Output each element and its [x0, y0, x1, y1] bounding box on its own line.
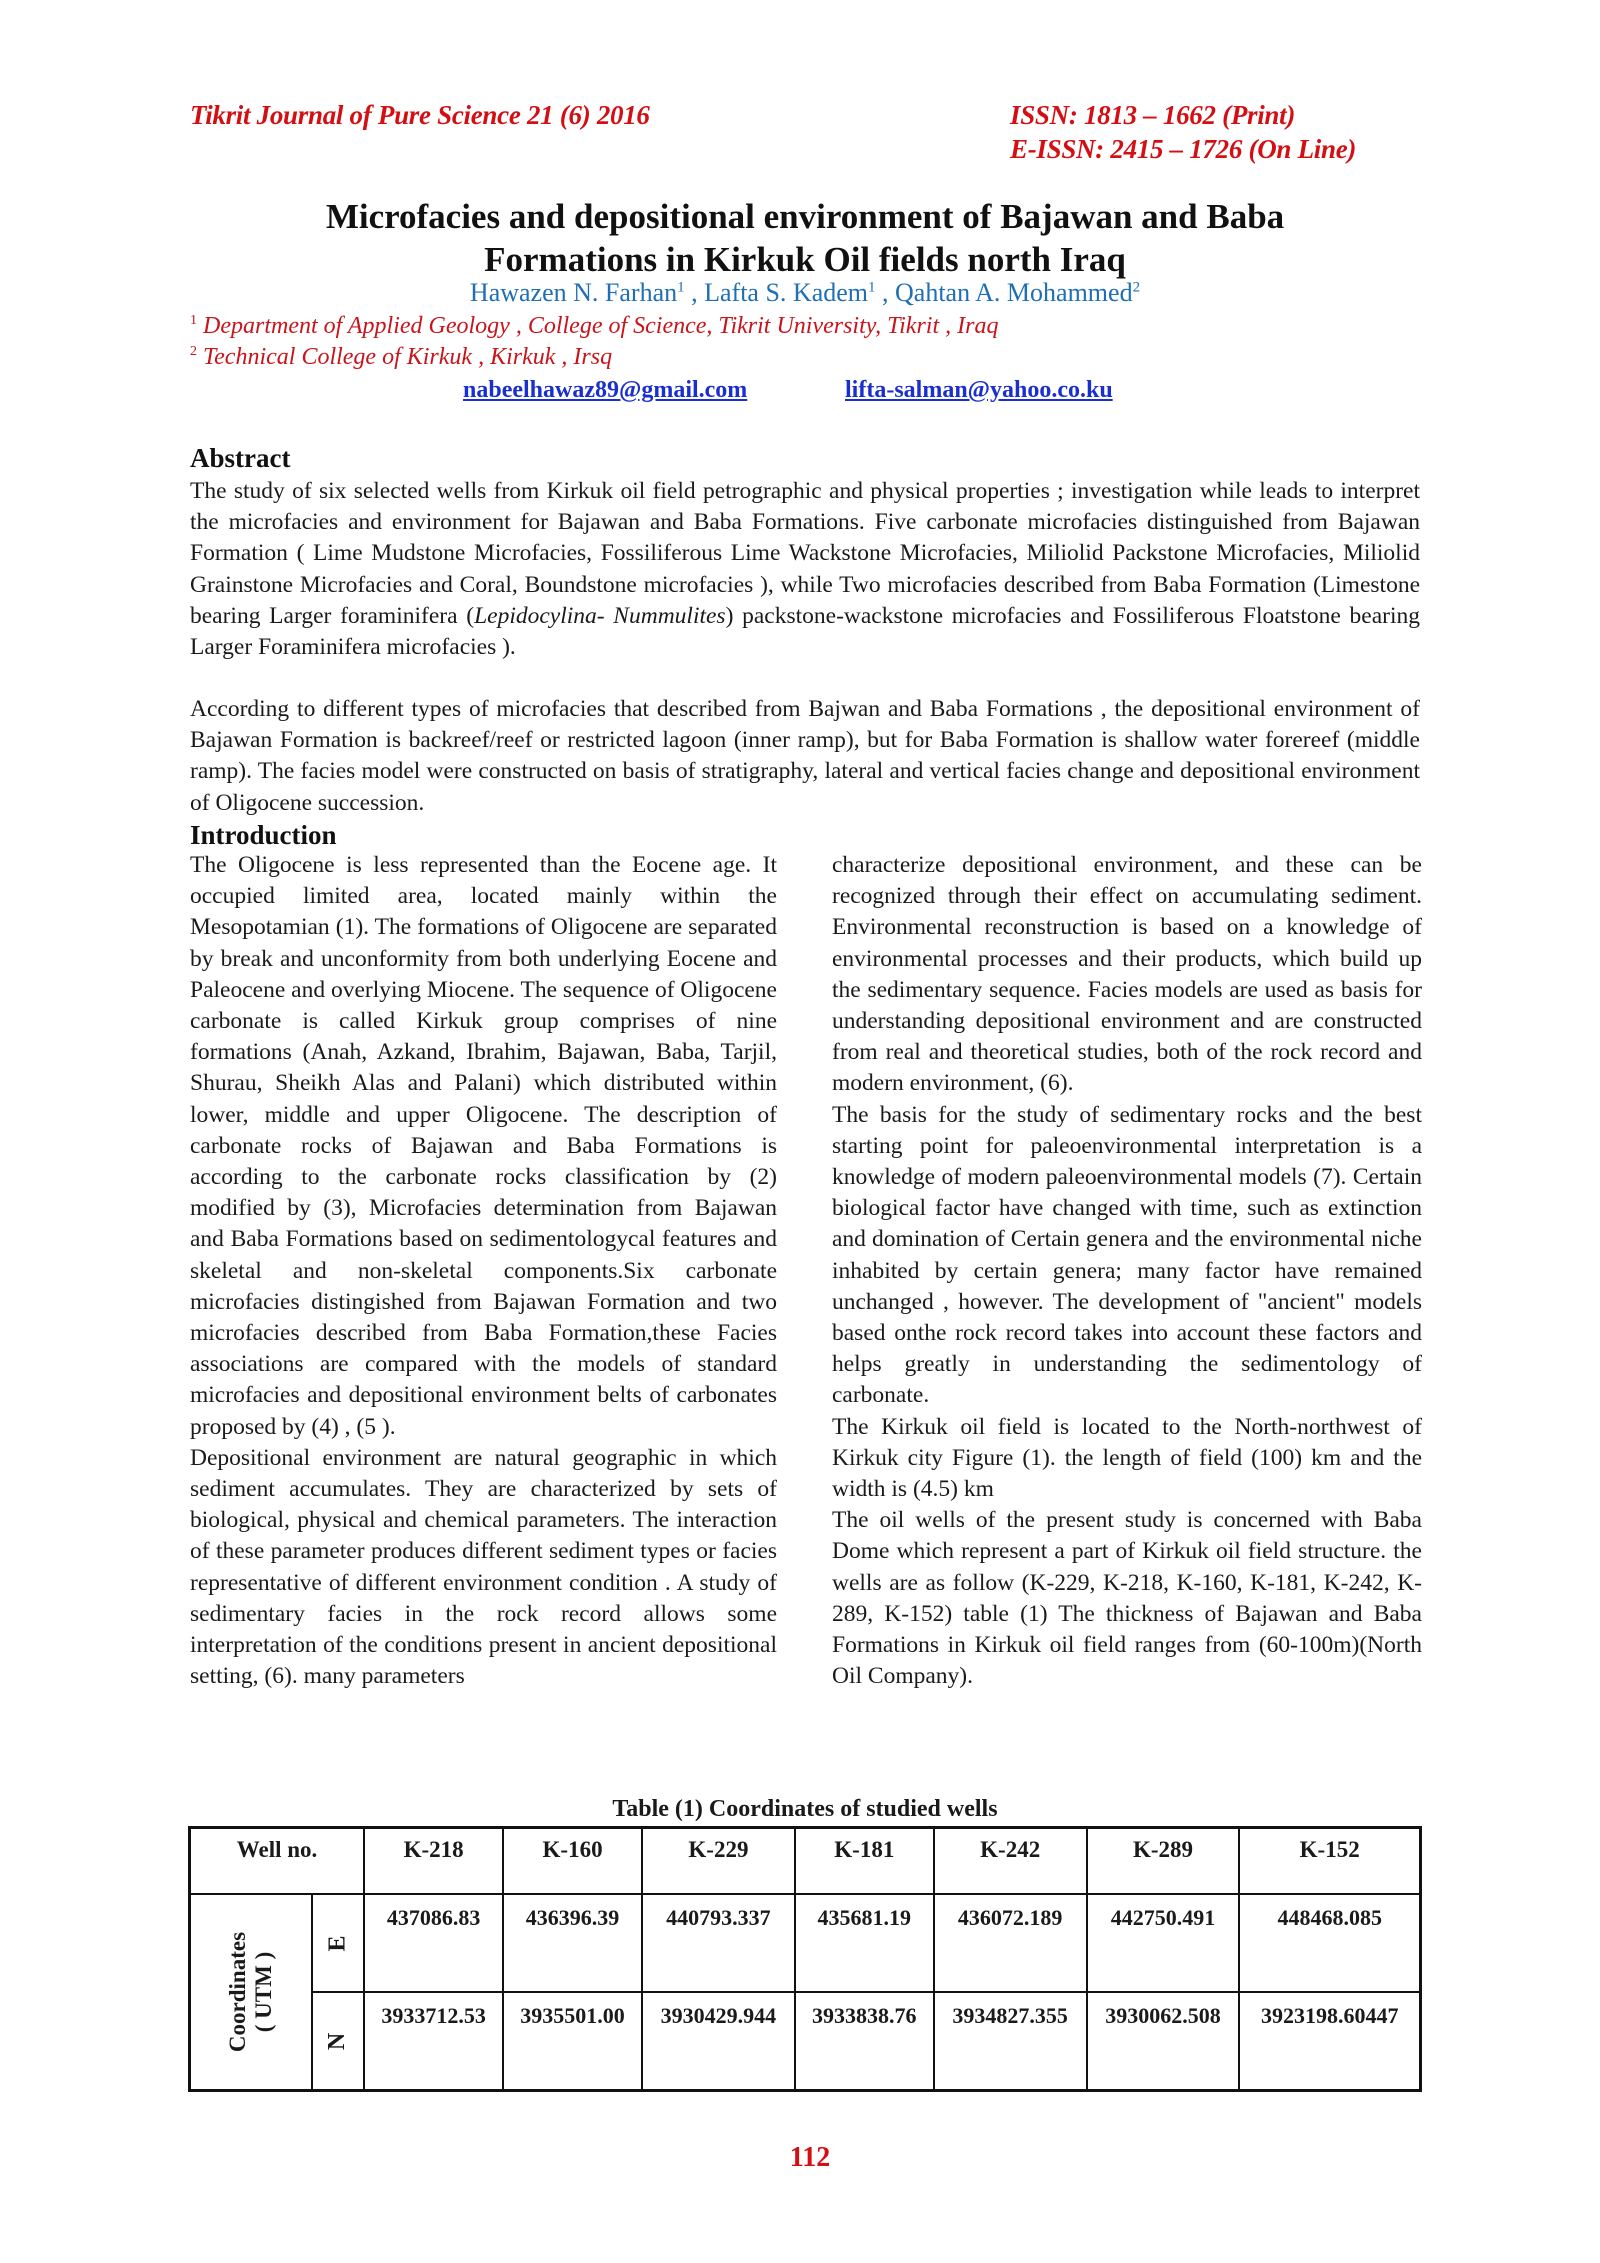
author-affil-mark: 1 [868, 279, 876, 296]
affiliation-mark: 2 [190, 344, 197, 359]
page-number: 112 [789, 2142, 831, 2173]
table-cell: 435681.19 [795, 1894, 934, 1992]
intro-right-column [832, 850, 1422, 1692]
email-link[interactable]: nabeelhawaz89@gmail.com [463, 377, 748, 403]
axis-label-text: E [324, 1934, 351, 1952]
table-cell: 440793.337 [642, 1894, 795, 1992]
table-cell: 436072.189 [934, 1894, 1087, 1992]
intro-paragraph: The oil wells of the present study is concerned with Baba Dome which represent a part of Kirkuk oil field structure. the wells are as follow (K-229, K-218, K-160, K-181, K-242, K-289, K-152) table (1) The thickness of Bajawan and Baba Formations in Kirkuk oil field ranges from (60-100m)(North Oil Company). [832, 1507, 1422, 1690]
intro-paragraph: The Oligocene is less represented than the Eocene age. It occupied limited area, located mainly within the Mesopotamian (1). The formations of Oligocene are separated by break and unconformity from both underlying Eocene and Paleocene and overlying Miocene. The sequence of Oligocene carbonate is called Kirkuk group comprises of nine formations (Anah, Azkand, Ibrahim, Bajawan, Baba, Tarjil, Shurau, Sheikh Alas and Palani) which distributed within lower, middle and upper Oligocene. The description of carbonate rocks of Bajawan and Baba Formations is according to the carbonate rocks classification by (2) modified by (3), Microfacies determination from Bajawan and Baba Formations based on sedimentologycal features and skeletal and non-skeletal components.Six carbonate microfacies distingished from Bajawan Formation and two microfacies described from Baba Formation,these Facies associations are compared with the models of standard microfacies and depositional environment belts of carbonates proposed by (4) , (5 ). [190, 852, 777, 1440]
abstract-paragraph-1 [190, 476, 1420, 663]
table-cell: 437086.83 [364, 1894, 503, 1992]
table-cell: 3930429.944 [642, 1992, 795, 2091]
author-affil-mark: 1 [677, 279, 685, 296]
abstract-text: ) packstone-wackstone microfacies and Fossiliferous Floatstone bearing Larger Foraminifera microfacies ). [190, 602, 1420, 661]
email-link[interactable]: lifta-salman@yahoo.co.ku [845, 377, 1113, 403]
intro-paragraph: The basis for the study of sedimentary rocks and the best starting point for paleoenvironmental interpretation is a knowledge of modern paleoenvironmental models (7). Certain biological factor have changed with time, such as extinction and domination of Certain genera and the environmental niche inhabited by certain genera; many factor have remained unchanged , however. The development of "ancient" models based onthe rock record takes into account these factors and helps greatly in understanding the sedimentology of carbonate. [832, 1101, 1422, 1409]
well-header: K-289 [1087, 1828, 1240, 1895]
table-cell: 436396.39 [503, 1894, 642, 1992]
table-cell: 3935501.00 [503, 1992, 642, 2091]
well-header: K-229 [642, 1828, 795, 1895]
table-cell: 442750.491 [1087, 1894, 1240, 1992]
axis-label-e [312, 1894, 364, 1992]
wells-coordinates-table [188, 1826, 1422, 2092]
author: Qahtan A. Mohammed [895, 278, 1133, 307]
author-separator: , [875, 278, 895, 307]
affiliation-text: Department of Applied Geology , College of Science, Tikrit University, Tikrit , Iraq [197, 313, 999, 339]
paper-title [180, 195, 1430, 281]
well-header: K-152 [1239, 1828, 1420, 1895]
coordinates-group-label [190, 1894, 313, 2091]
table-cell: 448468.085 [1239, 1894, 1420, 1992]
title-line-1: Microfacies and depositional environment of Bajawan and Baba [325, 197, 1285, 236]
table-cell: 3923198.60447 [1239, 1992, 1420, 2091]
table-header-row [190, 1828, 1421, 1895]
well-header: K-218 [364, 1828, 503, 1895]
affiliation-mark: 1 [190, 313, 197, 328]
abstract-paragraph-2: According to different types of microfacies that described from Bajwan and Baba Formations , the depositional environment of Bajawan Formation is backreef/reef or restricted lagoon (inner ramp), but for Baba Formation is shallow water forereef (middle ramp). The facies model were constructed on basis of stratigraphy, lateral and vertical facies change and depositional environment of Oligocene succession. [190, 696, 1420, 816]
coordinates-label-line-2: ( UTM ) [251, 1951, 277, 2033]
affiliation-text: Technical College of Kirkuk , Kirkuk , Irsq [197, 344, 613, 370]
table-cell: 3934827.355 [934, 1992, 1087, 2091]
coordinates-label [225, 1932, 277, 2052]
table-row-northing [190, 1992, 1421, 2091]
abstract-heading: Abstract [190, 443, 291, 473]
affiliation-2 [190, 344, 612, 371]
well-header: K-181 [795, 1828, 934, 1895]
corner-header: Well no. [190, 1828, 365, 1895]
table-caption: Table (1) Coordinates of studied wells [612, 1796, 998, 1822]
table-cell: 3933838.76 [795, 1992, 934, 2091]
intro-paragraph: The Kirkuk oil field is located to the North-northwest of Kirkuk city Figure (1). the length of field (100) km and the width is (4.5) km [832, 1413, 1422, 1503]
well-header: K-160 [503, 1828, 642, 1895]
intro-left-column [190, 850, 777, 1692]
table-cell: 3930062.508 [1087, 1992, 1240, 2091]
issn-online: E-ISSN: 2415 – 1726 (On Line) [1010, 134, 1357, 164]
affiliation-1 [190, 313, 998, 340]
intro-paragraph: characterize depositional environment, and these can be recognized through their effect on accumulating sediment. Environmental reconstruction is based on a knowledge of environmental processes and their products, which build up the sedimentary sequence. Facies models are used as basis for understanding depositional environment and are constructed from real and theoretical studies, both of the rock record and modern environment, (6). [832, 852, 1422, 1097]
journal-header: Tikrit Journal of Pure Science 21 (6) 2016 [190, 100, 650, 130]
introduction-heading: Introduction [190, 820, 337, 850]
axis-label-text: N [324, 2032, 351, 2050]
coordinates-label-line-1: Coordinates [225, 1931, 251, 2053]
author: Lafta S. Kadem [704, 278, 868, 307]
author-list [180, 278, 1430, 308]
author: Hawazen N. Farhan [469, 278, 678, 307]
intro-paragraph: Depositional environment are natural geographic in which sediment accumulates. They are characterized by sets of biological, physical and chemical parameters. The interaction of these parameter produces different sediment types or facies representative of different environment condition . A study of sedimentary facies in the rock record allows some interpretation of the conditions present in ancient depositional setting, (6). many parameters [190, 1444, 777, 1690]
abstract-genus-names: Lepidocylina- Nummulites [474, 602, 726, 629]
abstract-text: The study of six selected wells from Kirkuk oil field petrographic and physical properties ; investigation while leads to interpret the microfacies and environment for Bajawan and Baba Formations. Five carbonate microfacies distinguished from Bajawan Formation ( Lime Mudstone Microfacies, Fossiliferous Lime Wackstone Microfacies, Miliolid Packstone Microfacies, Miliolid Grainstone Microfacies and Coral, Boundstone microfacies ), while Two microfacies described from Baba Formation (Limestone bearing Larger foraminifera ( [190, 478, 1420, 629]
table-row-easting [190, 1894, 1421, 1992]
author-affil-mark: 2 [1132, 279, 1141, 296]
issn-print: ISSN: 1813 – 1662 (Print) [1010, 100, 1296, 130]
author-separator: , [684, 278, 705, 307]
axis-label-n [312, 1992, 364, 2091]
title-line-2: Formations in Kirkuk Oil fields north Iraq [484, 240, 1126, 279]
table-cell: 3933712.53 [364, 1992, 503, 2091]
well-header: K-242 [934, 1828, 1087, 1895]
